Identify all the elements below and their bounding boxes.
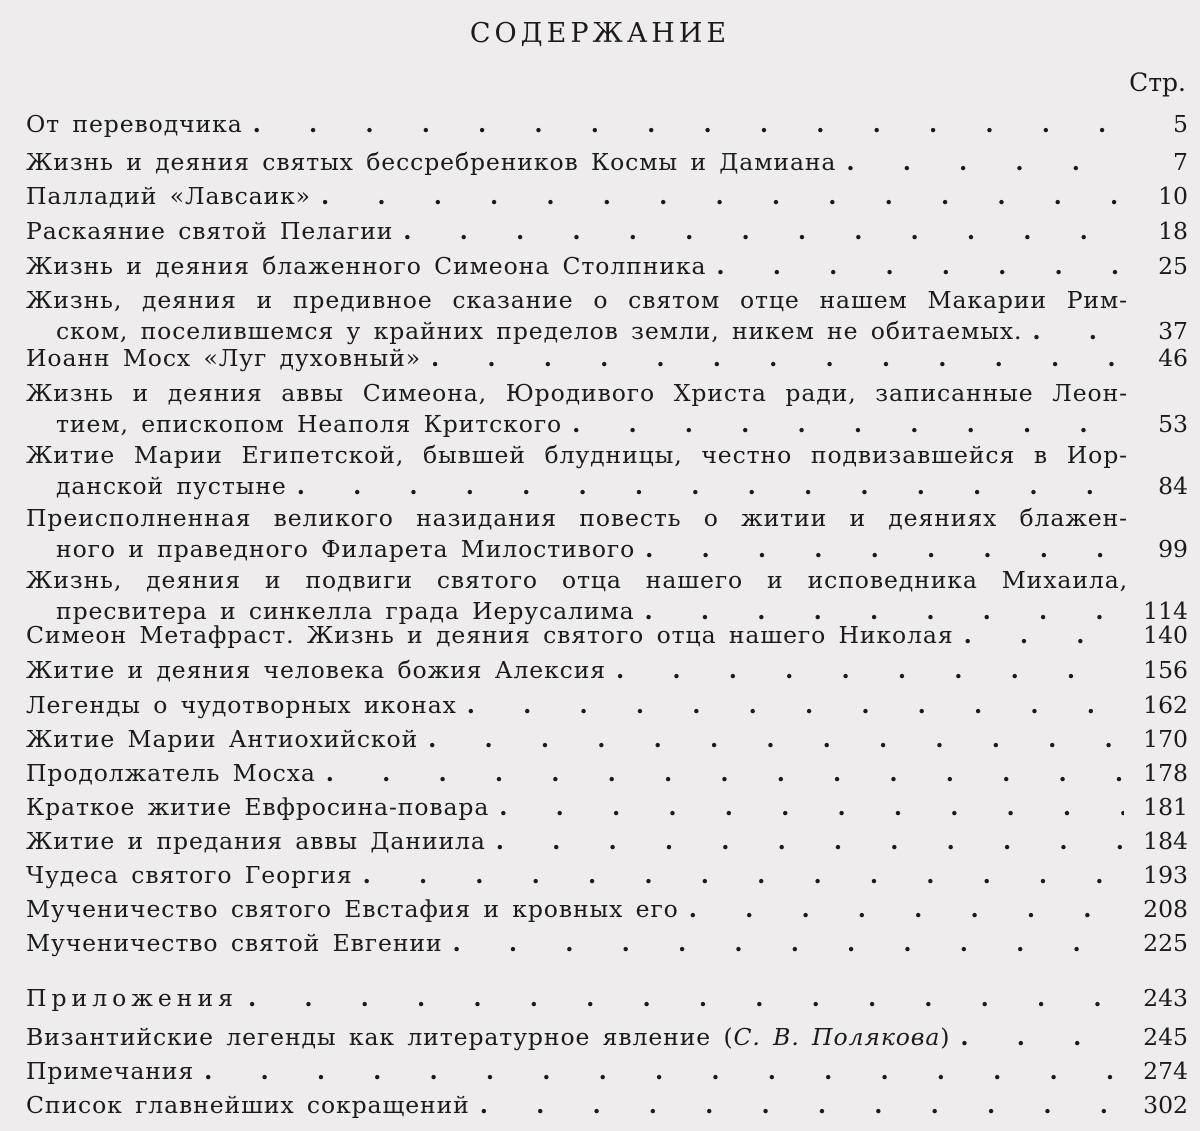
toc-entry-title: Жизнь и деяния святых бессребреников Космы и Дамиана bbox=[26, 148, 837, 176]
page-title: СОДЕРЖАНИЕ bbox=[469, 18, 731, 49]
toc-entry-title-line2: пресвитера и синкелла града Иерусалима bbox=[56, 597, 635, 625]
toc-entry-page: 25 bbox=[1158, 252, 1188, 280]
toc-entry-page: 302 bbox=[1143, 1091, 1188, 1119]
toc-entry-title: Чудеса святого Георгия bbox=[26, 861, 353, 889]
toc-entry-title: Житие Марии Антиохийской bbox=[26, 725, 419, 753]
page-column-label: Стр. bbox=[1129, 68, 1186, 97]
leader-dots bbox=[326, 758, 1124, 789]
toc-entry-title: Мученичество святой Евгении bbox=[26, 929, 443, 957]
toc-entry[interactable] bbox=[26, 792, 1188, 823]
toc-entry-page: 5 bbox=[1173, 110, 1188, 138]
toc-entry[interactable] bbox=[26, 690, 1188, 721]
toc-entry[interactable] bbox=[26, 565, 1188, 627]
toc-entry-title: Легенды о чудотворных иконах bbox=[26, 691, 457, 719]
toc-entry-title-line1: Жизнь и деяния аввы Симеона, Юродивого Христа ради, записанные Леон- bbox=[26, 379, 1128, 407]
toc-entry-title-line1: Жизнь, деяния и предивное сказание о святом отце нашем Макарии Рим- bbox=[26, 286, 1128, 314]
toc-entry-title-line2: данской пустыне bbox=[56, 472, 287, 500]
toc-entry-page: 243 bbox=[1143, 984, 1188, 1012]
toc-entry[interactable] bbox=[26, 1022, 1188, 1053]
toc-entry-title: Палладий «Лавсаик» bbox=[26, 182, 311, 210]
toc-entry[interactable] bbox=[26, 758, 1188, 789]
leader-dots bbox=[467, 690, 1124, 721]
leader-dots bbox=[248, 983, 1124, 1014]
toc-entry-title-line2: ного и праведного Филарета Милостивого bbox=[56, 535, 636, 563]
leader-dots bbox=[846, 147, 1124, 178]
toc-entry-page: 245 bbox=[1143, 1023, 1188, 1051]
toc-entry-title-line2: ском, поселившемся у крайних пределов земли, никем не обитаемых. bbox=[56, 317, 1023, 345]
toc-entry[interactable] bbox=[26, 826, 1188, 857]
toc-entry-page: 46 bbox=[1158, 344, 1188, 372]
toc-entry[interactable] bbox=[26, 620, 1188, 651]
toc-entry-page: 225 bbox=[1143, 929, 1188, 957]
toc-entry-title: Жизнь и деяния блаженного Симеона Столпника bbox=[26, 252, 707, 280]
toc-entry-title-line1: Преисполненная великого назидания повесть о житии и деяниях блажен- bbox=[26, 504, 1128, 532]
toc-entry[interactable] bbox=[26, 251, 1188, 282]
toc-entry[interactable] bbox=[26, 860, 1188, 891]
toc-entry-title: Мученичество святого Евстафия и кровных его bbox=[26, 895, 679, 923]
toc-entry-page: 10 bbox=[1158, 182, 1188, 210]
toc-entry-appendices[interactable] bbox=[26, 983, 1188, 1014]
toc-entry-page: 181 bbox=[1143, 793, 1188, 821]
leader-dots bbox=[616, 655, 1124, 686]
toc-entry-page: 193 bbox=[1143, 861, 1188, 889]
toc-entry-title-line1: Жизнь, деяния и подвиги святого отца нашего и исповедника Михаила, bbox=[26, 566, 1128, 594]
toc-entry-title: Продолжатель Мосха bbox=[26, 759, 316, 787]
toc-entry[interactable] bbox=[26, 1090, 1188, 1121]
leader-dots bbox=[321, 181, 1124, 212]
toc-entry-page: 156 bbox=[1143, 656, 1188, 684]
toc-entry-title: Иоанн Мосх «Луг духовный» bbox=[26, 344, 421, 372]
toc-entry-page: 208 bbox=[1143, 895, 1188, 923]
leader-dots bbox=[363, 860, 1124, 891]
toc-entry-page: 140 bbox=[1143, 621, 1188, 649]
leader-dots bbox=[297, 471, 1124, 502]
toc-entry[interactable] bbox=[26, 216, 1188, 247]
toc-entry[interactable] bbox=[26, 285, 1188, 347]
toc-entry-page: 53 bbox=[1158, 410, 1188, 438]
toc-entry[interactable] bbox=[26, 440, 1188, 502]
leader-dots bbox=[499, 792, 1124, 823]
leader-dots bbox=[480, 1090, 1124, 1121]
toc-entry-page: 99 bbox=[1158, 535, 1188, 563]
leader-dots bbox=[960, 1022, 1124, 1053]
toc-entry-title: Житие и деяния человека божия Алексия bbox=[26, 656, 607, 684]
toc-entry[interactable] bbox=[26, 724, 1188, 755]
toc-entry-title bbox=[26, 1022, 950, 1053]
toc-entry-page: 184 bbox=[1143, 827, 1188, 855]
toc-entry-title: Приложения bbox=[26, 984, 238, 1012]
toc-entry[interactable] bbox=[26, 894, 1188, 925]
toc-entry-page: 274 bbox=[1143, 1057, 1188, 1085]
toc-entry-page: 114 bbox=[1143, 597, 1188, 625]
leader-dots bbox=[572, 409, 1124, 440]
toc-entry[interactable] bbox=[26, 109, 1188, 140]
toc-entry-author: С. В. Полякова bbox=[733, 1023, 941, 1051]
toc-entry-page: 37 bbox=[1158, 317, 1188, 345]
leader-dots bbox=[253, 109, 1124, 140]
leader-dots bbox=[964, 620, 1124, 651]
toc-entry-title-text: Византийские легенды как литературное явление ( bbox=[26, 1023, 734, 1051]
toc-entry-title: Раскаяние святой Пелагии bbox=[26, 217, 394, 245]
leader-dots bbox=[716, 251, 1124, 282]
toc-entry-page: 18 bbox=[1158, 217, 1188, 245]
leader-dots bbox=[428, 724, 1124, 755]
toc-entry[interactable] bbox=[26, 378, 1188, 440]
toc-entry-title: Список главнейших сокращений bbox=[26, 1091, 470, 1119]
toc-entry-title-line1: Житие Марии Египетской, бывшей блудницы, честно подвизавшейся в Иор- bbox=[26, 441, 1128, 469]
leader-dots bbox=[431, 343, 1124, 374]
toc-entry[interactable] bbox=[26, 147, 1188, 178]
toc-entry[interactable] bbox=[26, 928, 1188, 959]
leader-dots bbox=[403, 216, 1124, 247]
toc-entry-title: Примечания bbox=[26, 1057, 195, 1085]
toc-entry-title-end: ) bbox=[940, 1023, 951, 1051]
toc-entry-title-line2: тием, епископом Неаполя Критского bbox=[56, 410, 563, 438]
toc-entry-title: Краткое житие Евфросина-повара bbox=[26, 793, 490, 821]
toc-entry-page: 162 bbox=[1143, 691, 1188, 719]
toc-entry-page: 170 bbox=[1143, 725, 1188, 753]
toc-entry[interactable] bbox=[26, 655, 1188, 686]
toc-entry[interactable] bbox=[26, 1056, 1188, 1087]
leader-dots bbox=[453, 928, 1124, 959]
toc-entry-title: Симеон Метафраст. Жизнь и деяния святого отца нашего Николая bbox=[26, 621, 954, 649]
leader-dots bbox=[204, 1056, 1124, 1087]
toc-entry[interactable] bbox=[26, 181, 1188, 212]
toc-entry[interactable] bbox=[26, 503, 1188, 565]
leader-dots bbox=[496, 826, 1124, 857]
toc-entry-title: От переводчика bbox=[26, 110, 243, 138]
toc-entry-page: 84 bbox=[1158, 472, 1188, 500]
toc-entry-page: 178 bbox=[1143, 759, 1188, 787]
leader-dots bbox=[645, 534, 1124, 565]
leader-dots bbox=[689, 894, 1124, 925]
toc-entry[interactable] bbox=[26, 343, 1188, 374]
toc-entry-title: Житие и предания аввы Даниила bbox=[26, 827, 486, 855]
toc-entry-page: 7 bbox=[1173, 148, 1188, 176]
